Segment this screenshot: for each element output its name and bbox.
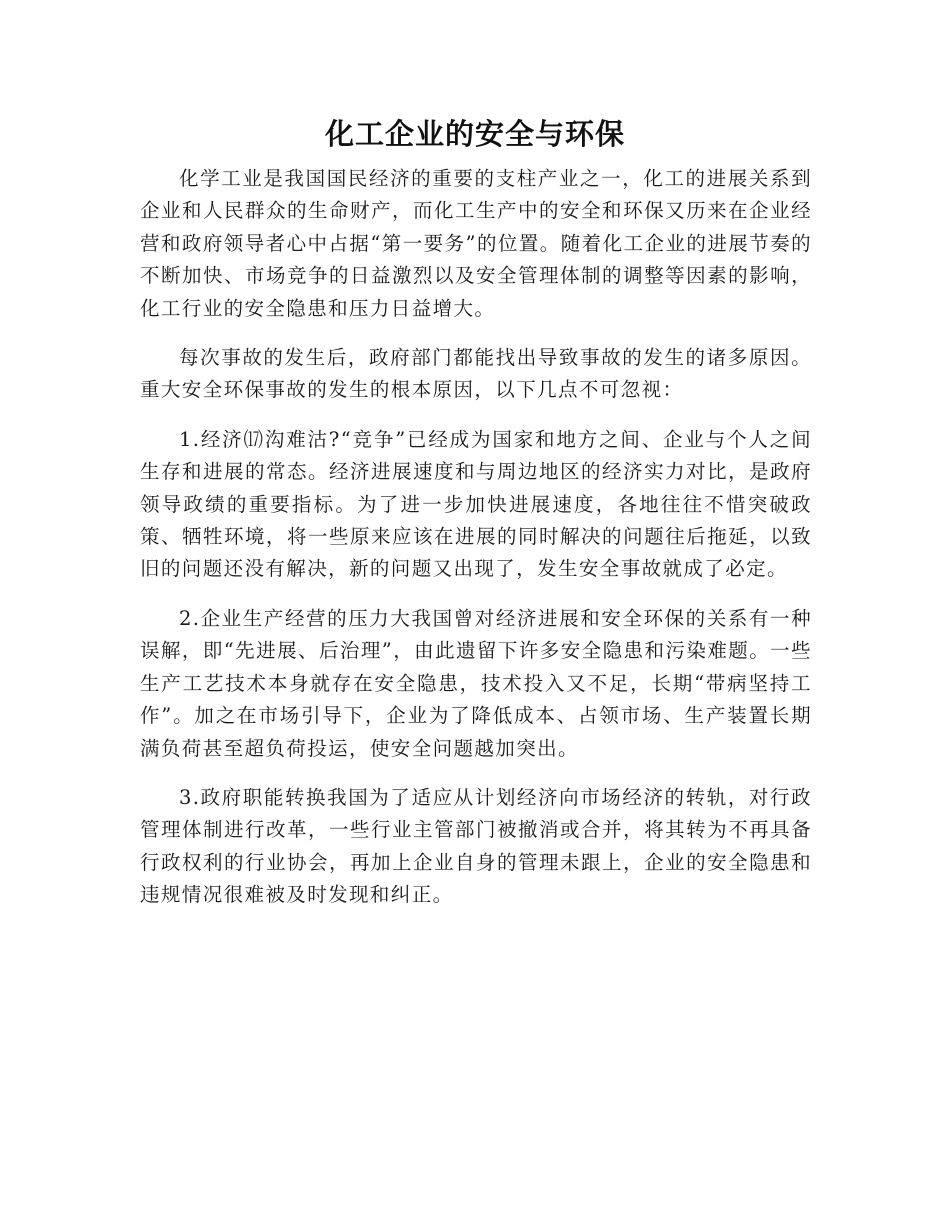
paragraph-intro: 化学工业是我国国民经济的重要的支柱产业之一，化工的进展关系到企业和人民群众的生命财产，而化工生产中的安全和环保又历来在企业经营和政府领导者心中占据“第一要务”的位置。随着化工企业的进展节奏的不断加快、市场竞争的日益激烈以及安全管理体制的调整等因素的影响，化工行业的安全隐患和压力日益增大。 [140, 167, 812, 320]
paragraph-point-1: 1.经济⒄沟难沽?“竞争”已经成为国家和地方之间、企业与个人之间生存和进展的常态。经济进展速度和与周边地区的经济实力对比，是政府领导政绩的重要指标。为了进一步加快进展速度，各地往往不惜突破政策、牺牲环境，将一些原来应该在进展的同时解决的问题往后拖延，以致旧的问题还没有解决，新的问题又出现了，发生安全事故就成了必定。 [140, 427, 812, 581]
paragraph-point-3: 3.政府职能转换我国为了适应从计划经济向市场经济的转轨，对行政管理体制进行改革，一些行业主管部门被撤消或合并，将其转为不再具备行政权利的行业协会，再加上企业自身的管理未跟上，企业的安全隐患和违规情况很难被及时发现和纠正。 [140, 785, 812, 907]
paragraph-point-2: 2.企业生产经营的压力大我国曾对经济进展和安全环保的关系有一种误解，即“先进展、后治理”，由此遗留下许多安全隐患和污染难题。一些生产工艺技术本身就存在安全隐患，技术投入又不足，长期“带病坚持工作”。加之在市场引导下，企业为了降低成本、占领市场、生产装置长期满负荷甚至超负荷投运，使安全问题越加突出。 [140, 606, 812, 760]
paragraph-causes: 每次事故的发生后，政府部门都能找出导致事故的发生的诸多原因。重大安全环保事故的发生的根本原因，以下几点不可忽视： [140, 346, 812, 402]
document-body [140, 163, 812, 929]
document-title: 化工企业的安全与环保 [324, 117, 625, 151]
